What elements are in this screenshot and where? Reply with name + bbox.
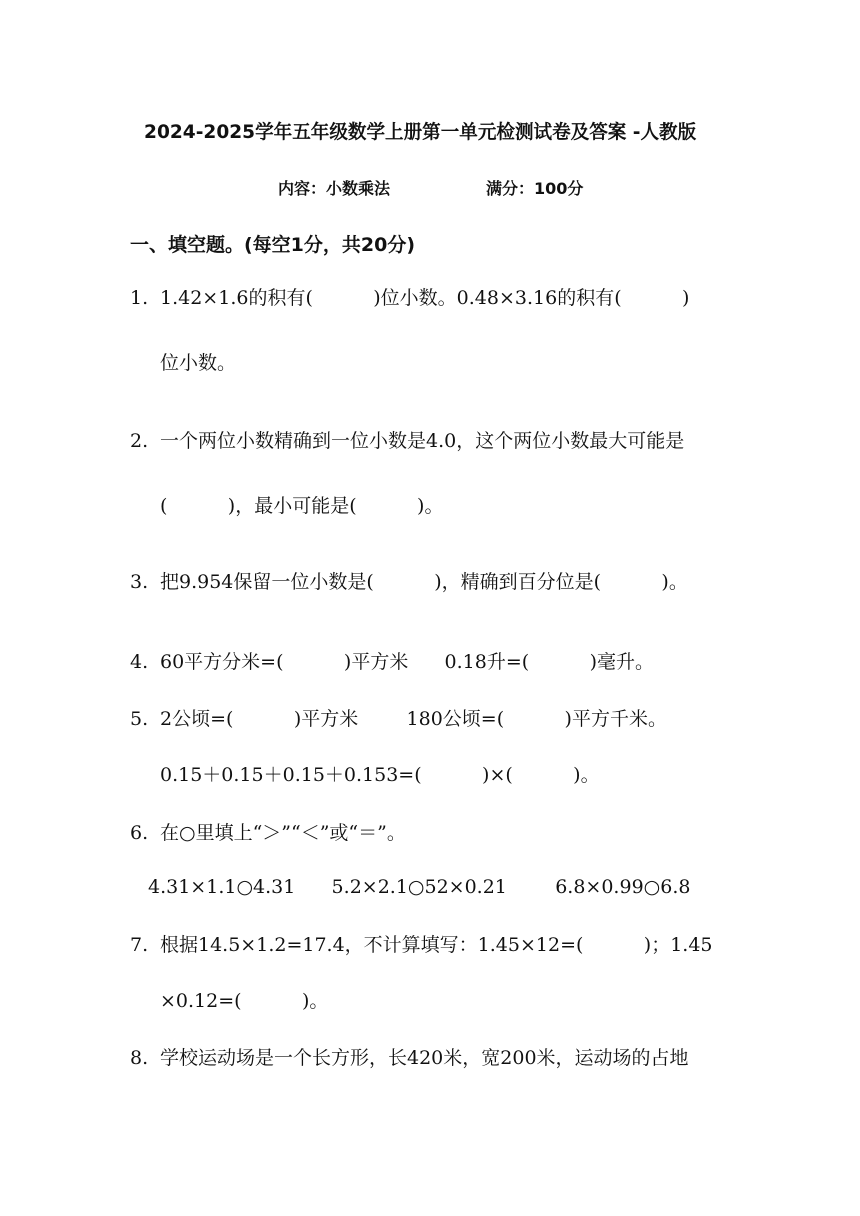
question-text: 在○里填上“＞”“＜”或“＝”。	[160, 822, 406, 844]
question-number: 1.	[130, 287, 149, 309]
question-text: 1.42×1.6的积有( )位小数。0.48×3.16的积有( )	[160, 287, 690, 309]
content-label: 内容：小数乘法	[278, 179, 391, 198]
question-text: 60平方分米=( )平方米 0.18升=( )毫升。	[160, 651, 655, 673]
question-text: 一个两位小数精确到一位小数是4.0，这个两位小数最大可能是	[160, 430, 685, 452]
question-text-continued: ×0.12=( )。	[160, 990, 329, 1012]
question-text: 根据14.5×1.2=17.4，不计算填写：1.45×12=( )；1.45	[160, 934, 713, 956]
section-heading-fill-blank: 一、填空题。(每空1分，共20分)	[130, 234, 416, 256]
question-text: 把9.954保留一位小数是( )，精确到百分位是( )。	[160, 571, 688, 593]
question-number: 8.	[130, 1047, 149, 1069]
question-number: 6.	[130, 822, 149, 844]
document-title: 2024-2025学年五年级数学上册第一单元检测试卷及答案 -人教版	[144, 121, 697, 143]
full-score-label: 满分：100分	[486, 179, 584, 198]
question-text-continued: ( )，最小可能是( )。	[160, 495, 444, 517]
question-text-continued: 0.15＋0.15＋0.15＋0.153=( )×( )。	[160, 764, 600, 786]
question-text-continued: 位小数。	[160, 352, 237, 374]
question-text: 2公顷=( )平方米 180公顷=( )平方千米。	[160, 708, 667, 730]
question-number: 2.	[130, 430, 149, 452]
question-number: 3.	[130, 571, 149, 593]
question-text: 学校运动场是一个长方形，长420米，宽200米，运动场的占地	[160, 1047, 689, 1069]
question-number: 7.	[130, 934, 149, 956]
question-number: 4.	[130, 651, 149, 673]
comparison-items: 4.31×1.1○4.31 5.2×2.1○52×0.21 6.8×0.99○6.8	[148, 876, 691, 898]
question-number: 5.	[130, 708, 149, 730]
